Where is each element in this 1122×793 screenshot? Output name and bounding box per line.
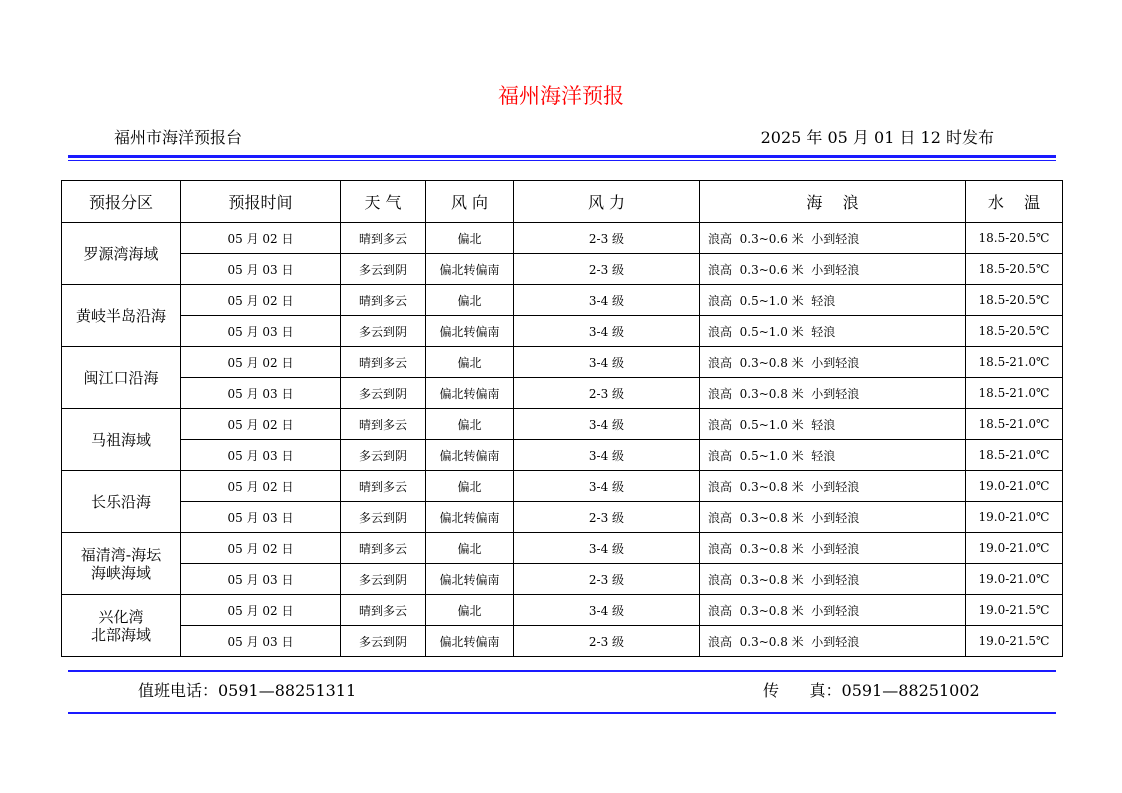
wave-cell: 浪高 0.3~0.8 米 小到轻浪	[700, 595, 966, 626]
forecast-date: 05 月 02 日	[181, 223, 341, 254]
forecast-date: 05 月 03 日	[181, 564, 341, 595]
wind-direction-cell: 偏北转偏南	[426, 626, 514, 657]
col-header-water-temp: 水 温	[966, 181, 1063, 223]
table-row	[62, 254, 1063, 285]
col-header-weather: 天 气	[341, 181, 426, 223]
wind-force-cell: 2-3 级	[514, 223, 700, 254]
water-temp-cell: 19.0-21.5℃	[966, 626, 1063, 657]
water-temp-cell: 18.5-20.5℃	[966, 254, 1063, 285]
weather-cell: 晴到多云	[341, 471, 426, 502]
wave-cell: 浪高 0.3~0.8 米 小到轻浪	[700, 564, 966, 595]
water-temp-cell: 18.5-20.5℃	[966, 285, 1063, 316]
forecast-table	[61, 180, 1063, 657]
area-name-cell: 闽江口沿海	[62, 347, 181, 409]
wind-force-cell: 3-4 级	[514, 440, 700, 471]
weather-cell: 晴到多云	[341, 285, 426, 316]
wind-force-cell: 3-4 级	[514, 285, 700, 316]
water-temp-cell: 19.0-21.0℃	[966, 471, 1063, 502]
weather-cell: 晴到多云	[341, 409, 426, 440]
forecast-date: 05 月 02 日	[181, 533, 341, 564]
weather-cell: 多云到阴	[341, 440, 426, 471]
wind-force-cell: 2-3 级	[514, 254, 700, 285]
wind-force-cell: 3-4 级	[514, 347, 700, 378]
issuer-name: 福州市海洋预报台	[114, 128, 243, 147]
wind-force-cell: 3-4 级	[514, 409, 700, 440]
duty-phone: 值班电话：0591—88251311	[138, 681, 357, 700]
water-temp-cell: 19.0-21.0℃	[966, 533, 1063, 564]
water-temp-cell: 18.5-20.5℃	[966, 316, 1063, 347]
wind-direction-cell: 偏北转偏南	[426, 378, 514, 409]
table-row	[62, 626, 1063, 657]
wave-cell: 浪高 0.3~0.8 米 小到轻浪	[700, 533, 966, 564]
weather-cell: 晴到多云	[341, 223, 426, 254]
table-row	[62, 378, 1063, 409]
wave-cell: 浪高 0.3~0.8 米 小到轻浪	[700, 502, 966, 533]
issue-time: 2025 年 05 月 01 日 12 时发布	[760, 128, 994, 147]
wave-cell: 浪高 0.3~0.8 米 小到轻浪	[700, 378, 966, 409]
water-temp-cell: 19.0-21.0℃	[966, 502, 1063, 533]
forecast-date: 05 月 02 日	[181, 595, 341, 626]
weather-cell: 晴到多云	[341, 533, 426, 564]
wind-direction-cell: 偏北	[426, 595, 514, 626]
table-row	[62, 440, 1063, 471]
forecast-date: 05 月 02 日	[181, 347, 341, 378]
fax-number: 传 真：0591—88251002	[763, 681, 980, 700]
wind-direction-cell: 偏北	[426, 285, 514, 316]
wind-force-cell: 2-3 级	[514, 502, 700, 533]
water-temp-cell: 18.5-21.0℃	[966, 440, 1063, 471]
weather-cell: 多云到阴	[341, 626, 426, 657]
wind-direction-cell: 偏北转偏南	[426, 440, 514, 471]
table-row	[62, 316, 1063, 347]
table-row	[62, 223, 1063, 254]
wave-cell: 浪高 0.3~0.8 米 小到轻浪	[700, 471, 966, 502]
wind-force-cell: 3-4 级	[514, 595, 700, 626]
weather-cell: 多云到阴	[341, 378, 426, 409]
water-temp-cell: 19.0-21.5℃	[966, 595, 1063, 626]
wind-direction-cell: 偏北转偏南	[426, 564, 514, 595]
area-name-cell: 兴化湾 北部海域	[62, 595, 181, 657]
wind-force-cell: 2-3 级	[514, 378, 700, 409]
header-divider-thick	[68, 155, 1056, 158]
wave-cell: 浪高 0.3~0.6 米 小到轻浪	[700, 254, 966, 285]
wave-cell: 浪高 0.5~1.0 米 轻浪	[700, 440, 966, 471]
wind-direction-cell: 偏北	[426, 347, 514, 378]
wave-cell: 浪高 0.5~1.0 米 轻浪	[700, 409, 966, 440]
forecast-date: 05 月 03 日	[181, 378, 341, 409]
wind-direction-cell: 偏北	[426, 471, 514, 502]
col-header-wind-force: 风 力	[514, 181, 700, 223]
table-row	[62, 533, 1063, 564]
weather-cell: 晴到多云	[341, 347, 426, 378]
forecast-table-body	[62, 223, 1063, 657]
water-temp-cell: 18.5-21.0℃	[966, 378, 1063, 409]
weather-cell: 多云到阴	[341, 564, 426, 595]
area-name-cell: 福清湾-海坛 海峡海域	[62, 533, 181, 595]
table-row	[62, 502, 1063, 533]
table-row	[62, 471, 1063, 502]
forecast-date: 05 月 03 日	[181, 626, 341, 657]
footer-divider-bottom	[68, 712, 1056, 714]
forecast-date: 05 月 03 日	[181, 254, 341, 285]
col-header-wind-direction: 风 向	[426, 181, 514, 223]
wave-cell: 浪高 0.5~1.0 米 轻浪	[700, 285, 966, 316]
wind-direction-cell: 偏北	[426, 533, 514, 564]
wind-direction-cell: 偏北转偏南	[426, 502, 514, 533]
page-title: 福州海洋预报	[498, 84, 624, 108]
table-row	[62, 285, 1063, 316]
wave-cell: 浪高 0.5~1.0 米 轻浪	[700, 316, 966, 347]
wind-force-cell: 2-3 级	[514, 564, 700, 595]
water-temp-cell: 19.0-21.0℃	[966, 564, 1063, 595]
wind-direction-cell: 偏北转偏南	[426, 316, 514, 347]
wind-direction-cell: 偏北	[426, 409, 514, 440]
wave-cell: 浪高 0.3~0.8 米 小到轻浪	[700, 347, 966, 378]
weather-cell: 多云到阴	[341, 316, 426, 347]
water-temp-cell: 18.5-21.0℃	[966, 409, 1063, 440]
water-temp-cell: 18.5-20.5℃	[966, 223, 1063, 254]
area-name-cell: 长乐沿海	[62, 471, 181, 533]
water-temp-cell: 18.5-21.0℃	[966, 347, 1063, 378]
table-row	[62, 347, 1063, 378]
col-header-waves: 海 浪	[700, 181, 966, 223]
wind-force-cell: 3-4 级	[514, 471, 700, 502]
forecast-date: 05 月 03 日	[181, 502, 341, 533]
weather-cell: 多云到阴	[341, 502, 426, 533]
forecast-date: 05 月 02 日	[181, 285, 341, 316]
footer-divider-top	[68, 670, 1056, 672]
col-header-area: 预报分区	[62, 181, 181, 223]
header-divider-thin	[68, 160, 1056, 161]
wave-cell: 浪高 0.3~0.6 米 小到轻浪	[700, 223, 966, 254]
weather-cell: 晴到多云	[341, 595, 426, 626]
wave-cell: 浪高 0.3~0.8 米 小到轻浪	[700, 626, 966, 657]
weather-cell: 多云到阴	[341, 254, 426, 285]
area-name-cell: 马祖海域	[62, 409, 181, 471]
wind-direction-cell: 偏北	[426, 223, 514, 254]
table-row	[62, 595, 1063, 626]
table-header-row	[62, 181, 1063, 223]
forecast-date: 05 月 03 日	[181, 440, 341, 471]
wind-direction-cell: 偏北转偏南	[426, 254, 514, 285]
wind-force-cell: 2-3 级	[514, 626, 700, 657]
area-name-cell: 黄岐半岛沿海	[62, 285, 181, 347]
forecast-date: 05 月 03 日	[181, 316, 341, 347]
forecast-date: 05 月 02 日	[181, 471, 341, 502]
area-name-cell: 罗源湾海域	[62, 223, 181, 285]
wind-force-cell: 3-4 级	[514, 533, 700, 564]
table-row	[62, 564, 1063, 595]
col-header-time: 预报时间	[181, 181, 341, 223]
wind-force-cell: 3-4 级	[514, 316, 700, 347]
table-row	[62, 409, 1063, 440]
forecast-date: 05 月 02 日	[181, 409, 341, 440]
